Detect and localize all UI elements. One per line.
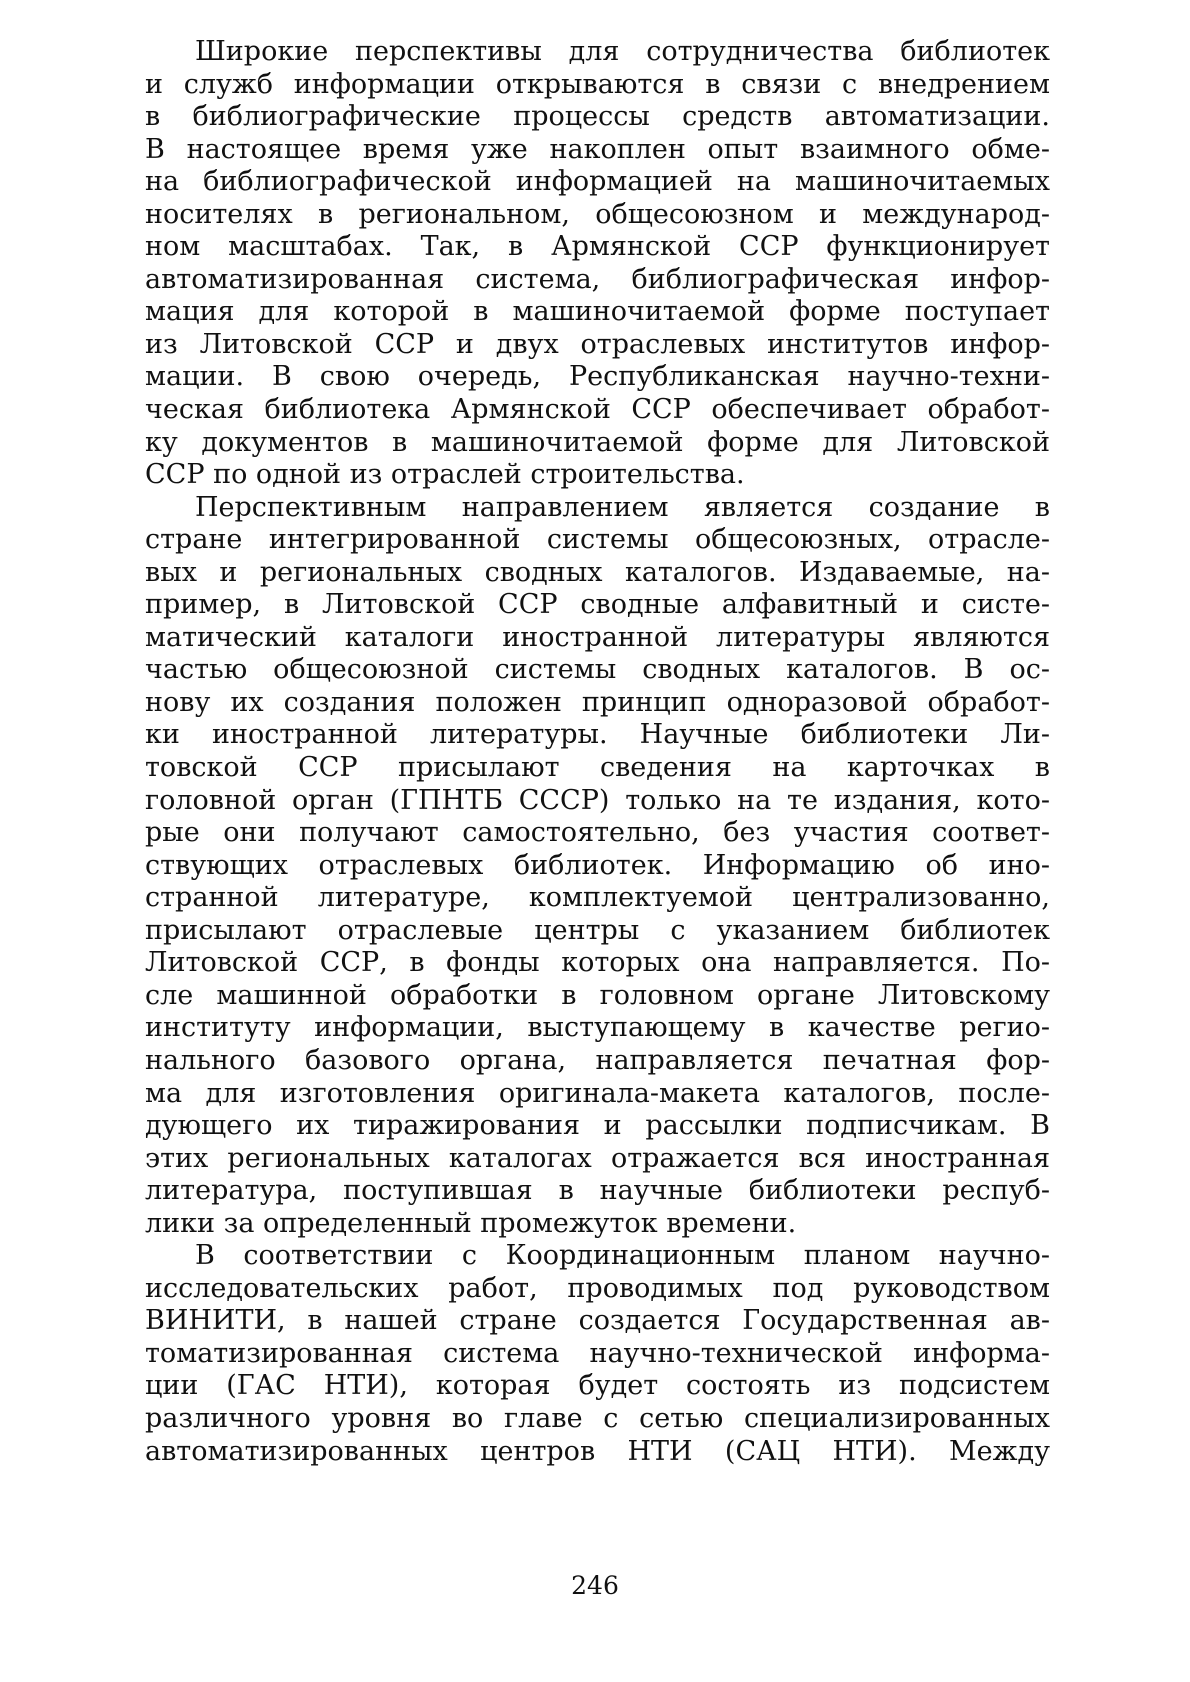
text-line: нову их создания положен принцип одноразовой обработ- <box>145 686 1050 718</box>
paragraph-3 <box>145 1240 1050 1468</box>
text-line: ции (ГАС НТИ), которая будет состоять из подсистем <box>145 1370 1050 1402</box>
text-line: носителях в региональном, общесоюзном и международ- <box>145 198 1050 230</box>
text-line: странной литературе, комплектуемой централизованно, <box>145 882 1050 914</box>
page-body <box>145 36 1050 1468</box>
text-line: из Литовской ССР и двух отраслевых институтов инфор- <box>145 328 1050 360</box>
text-line: товской ССР присылают сведения на карточках в <box>145 752 1050 784</box>
text-line: рые они получают самостоятельно, без участия соответ- <box>145 817 1050 849</box>
text-line: ВИНИТИ, в нашей стране создается Государственная ав- <box>145 1305 1050 1337</box>
text-line: автоматизированная система, библиографическая инфор- <box>145 263 1050 295</box>
text-line: нального базового органа, направляется печатная фор- <box>145 1044 1050 1076</box>
text-line: головной орган (ГПНТБ СССР) только на те издания, кото- <box>145 784 1050 816</box>
page-number: 246 <box>571 1571 619 1600</box>
text-line: стране интегрированной системы общесоюзных, отрасле- <box>145 524 1050 556</box>
paragraph-2 <box>145 492 1050 1241</box>
text-line: в библиографические процессы средств автоматизации. <box>145 101 1050 133</box>
text-line: лики за определенный промежуток времени. <box>145 1207 797 1239</box>
text-line: ческая библиотека Армянской ССР обеспечивает обработ- <box>145 394 1050 426</box>
text-line: Широкие перспективы для сотрудничества библиотек <box>195 36 1050 67</box>
text-line: ном масштабах. Так, в Армянской ССР функционирует <box>145 231 1050 263</box>
text-line: на библиографической информацией на машиночитаемых <box>145 166 1050 198</box>
text-line: вых и региональных сводных каталогов. Издаваемые, на- <box>145 556 1050 588</box>
text-line: этих региональных каталогах отражается вся иностранная <box>145 1142 1050 1174</box>
text-line: автоматизированных центров НТИ (САЦ НТИ). Между <box>145 1435 1050 1467</box>
text-line: ки иностранной литературы. Научные библиотеки Ли- <box>145 719 1050 751</box>
text-line: и служб информации открываются в связи с внедрением <box>145 68 1050 100</box>
text-line: В соответствии с Координационным планом научно- <box>195 1240 1050 1272</box>
text-line: матический каталоги иностранной литературы являются <box>145 621 1050 653</box>
text-line: ку документов в машиночитаемой форме для Литовской <box>145 426 1050 458</box>
text-line: ствующих отраслевых библиотек. Информацию об ино- <box>145 849 1050 881</box>
text-line: институту информации, выступающему в качестве регио- <box>145 1012 1050 1044</box>
text-line: присылают отраслевые центры с указанием библиотек <box>145 914 1050 946</box>
text-line: ССР по одной из отраслей строительства. <box>145 459 745 491</box>
text-line: мация для которой в машиночитаемой форме поступает <box>145 296 1050 328</box>
text-line: томатизированная система научно-технической информа- <box>145 1337 1050 1369</box>
text-line: дующего их тиражирования и рассылки подписчикам. В <box>145 1110 1050 1142</box>
text-line: Перспективным направлением является создание в <box>195 491 1050 523</box>
text-line: исследовательских работ, проводимых под руководством <box>145 1272 1050 1304</box>
paragraph-1 <box>145 36 1050 492</box>
text-line: пример, в Литовской ССР сводные алфавитный и систе- <box>145 589 1050 621</box>
text-line: частью общесоюзной системы сводных каталогов. В ос- <box>145 654 1050 686</box>
text-line: мации. В свою очередь, Республиканская научно-техни- <box>145 361 1050 393</box>
text-line: Литовской ССР, в фонды которых она направляется. По- <box>145 947 1050 979</box>
text-line: ма для изготовления оригинала-макета каталогов, после- <box>145 1077 1050 1109</box>
text-line: В настоящее время уже накоплен опыт взаимного обме- <box>145 133 1050 165</box>
text-line: сле машинной обработки в головном органе Литовскому <box>145 979 1050 1011</box>
text-line: различного уровня во главе с сетью специализированных <box>145 1402 1050 1434</box>
text-line: литература, поступившая в научные библиотеки респуб- <box>145 1175 1050 1207</box>
